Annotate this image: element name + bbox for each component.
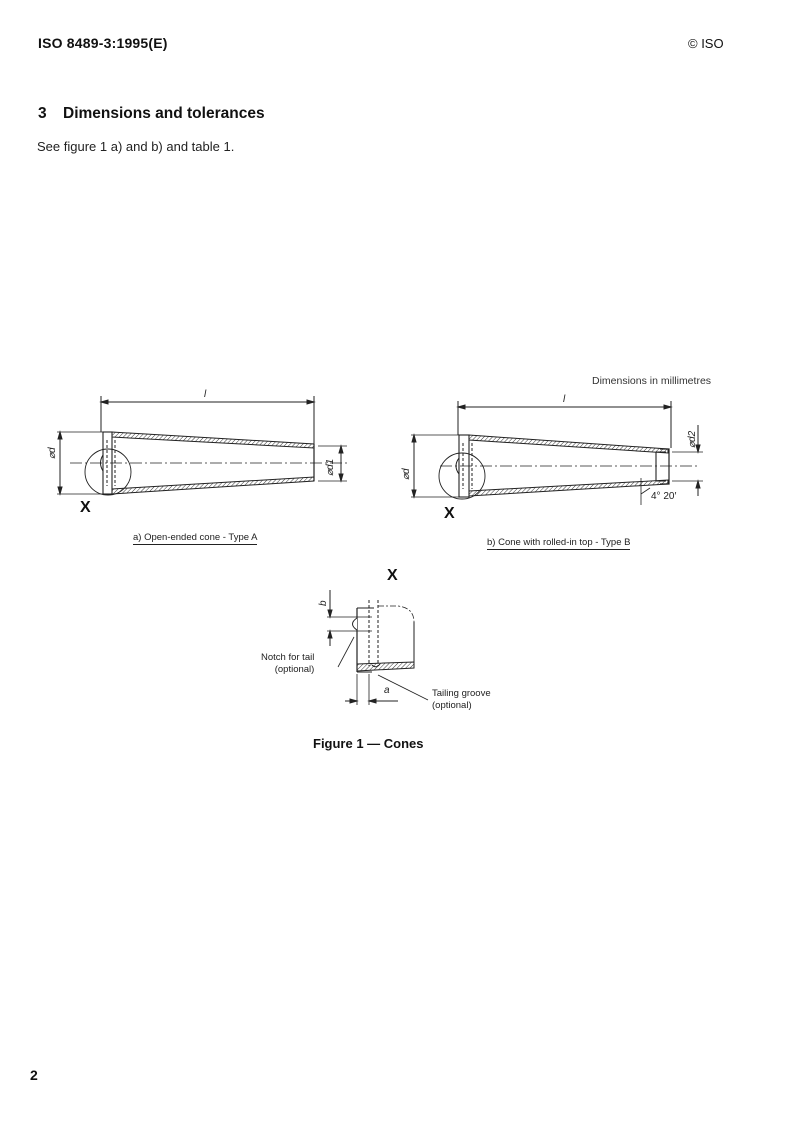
intro-paragraph: See figure 1 a) and b) and table 1. [37, 139, 235, 154]
diameter-d-label-a: ⌀d [47, 447, 58, 459]
diameter-d-label-b: ⌀d [401, 468, 412, 480]
units-note: Dimensions in millimetres [592, 375, 712, 387]
notch-note-line2: (optional) [274, 664, 315, 675]
detail-x-marker-b: X [444, 505, 455, 522]
groove-note-line1: Tailing groove [432, 688, 491, 699]
dim-b-label: b [318, 600, 329, 606]
figure-caption: Figure 1 — Cones [313, 736, 424, 751]
detail-x-title: X [387, 567, 398, 584]
detail-x-marker-a: X [80, 499, 91, 516]
section-title: Dimensions and tolerances [63, 105, 265, 122]
copyright: © ISO [688, 36, 724, 51]
groove-note [432, 688, 491, 712]
standard-id: ISO 8489-3:1995(E) [38, 35, 168, 51]
length-label-a: l [204, 389, 207, 400]
angle-label: 4° 20′ [651, 491, 677, 502]
subfigure-a-caption: a) Open-ended cone - Type A [133, 532, 258, 543]
diameter-d2-label: ⌀d2 [687, 430, 698, 448]
diameter-d1-label: ⌀d1 [325, 458, 336, 476]
cone-type-a [57, 396, 348, 495]
cone-type-b [411, 401, 703, 505]
notch-note-line1: Notch for tail [261, 652, 315, 663]
groove-note-line2: (optional) [432, 700, 472, 711]
section-number: 3 [38, 105, 47, 122]
notch-note [261, 652, 314, 676]
dim-a-label: a [384, 685, 390, 696]
length-label-b: l [563, 394, 566, 405]
detail-x-drawing [327, 590, 428, 705]
subfigure-b-caption: b) Cone with rolled-in top - Type B [487, 537, 631, 548]
page-number: 2 [30, 1067, 38, 1083]
